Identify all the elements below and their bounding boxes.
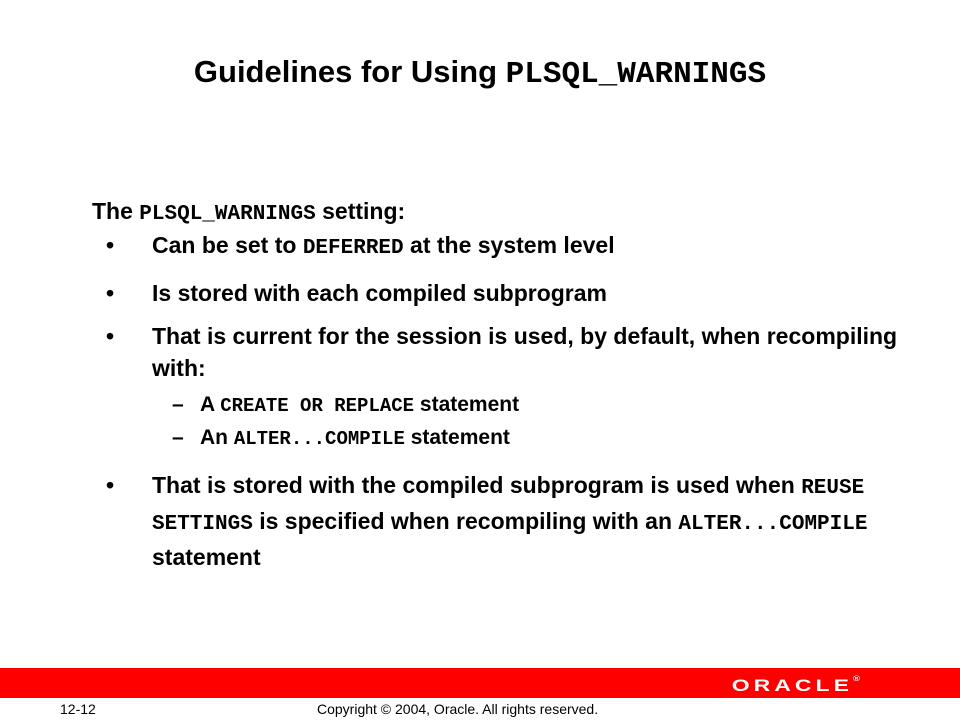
bullet-1-text-after: at the system level (403, 232, 615, 258)
bullet-item-2 (92, 277, 912, 309)
sub-bullet-1-code: CREATE OR REPLACE (220, 395, 415, 417)
oracle-logo: ORACLE ® (732, 676, 860, 696)
bullet-item-4 (92, 469, 912, 573)
sub-bullet-2-text-before: An (200, 426, 234, 449)
bullet-4-text-before: That is stored with the compiled subprogram is used when (152, 472, 802, 498)
sub-bullet-item-1 (92, 389, 912, 422)
sub-bullet-2-code: ALTER...COMPILE (233, 428, 405, 450)
title-text: Guidelines for Using (193, 54, 506, 89)
page-number: 12-12 (60, 701, 96, 717)
sub-bullet-1-text-after: statement (414, 393, 520, 416)
bullet-4-text-after: statement (152, 544, 261, 570)
sub-bullet-item-2 (92, 422, 912, 455)
bullet-item-3 (92, 320, 912, 384)
title-code: PLSQL_WARNINGS (505, 57, 767, 92)
bullet-4-code: REUSE SETTINGS (152, 477, 865, 536)
bullet-4-text-middle: is specified when recompiling with an (252, 508, 679, 534)
sub-bullet-marker: – (172, 426, 184, 449)
intro-text-before: The (92, 198, 140, 224)
bullet-4-code-2: ALTER...COMPILE (678, 513, 868, 536)
bullet-marker: • (106, 232, 115, 258)
bullet-1-text-before: Can be set to (152, 232, 303, 258)
bullet-2-text: Is stored with each compiled subprogram (152, 280, 607, 306)
slide-title (0, 54, 960, 92)
bullet-1-code: DEFERRED (302, 237, 404, 260)
bullet-3-text: That is current for the session is used, by default, when recompiling with: (152, 323, 898, 381)
bullet-item-1 (92, 229, 912, 265)
bullet-marker: • (106, 472, 115, 498)
bullet-marker: • (106, 323, 115, 349)
sub-bullet-2-text-after: statement (404, 426, 510, 449)
slide-content (92, 193, 912, 573)
sub-bullet-marker: – (172, 393, 184, 416)
intro-line (92, 193, 912, 229)
bullet-marker: • (106, 280, 115, 306)
copyright-notice: Copyright © 2004, Oracle. All rights reserved. (317, 701, 599, 717)
sub-bullet-1-text-before: A (200, 393, 221, 416)
intro-code: PLSQL_WARNINGS (139, 203, 316, 226)
intro-text-after: setting: (315, 198, 406, 224)
